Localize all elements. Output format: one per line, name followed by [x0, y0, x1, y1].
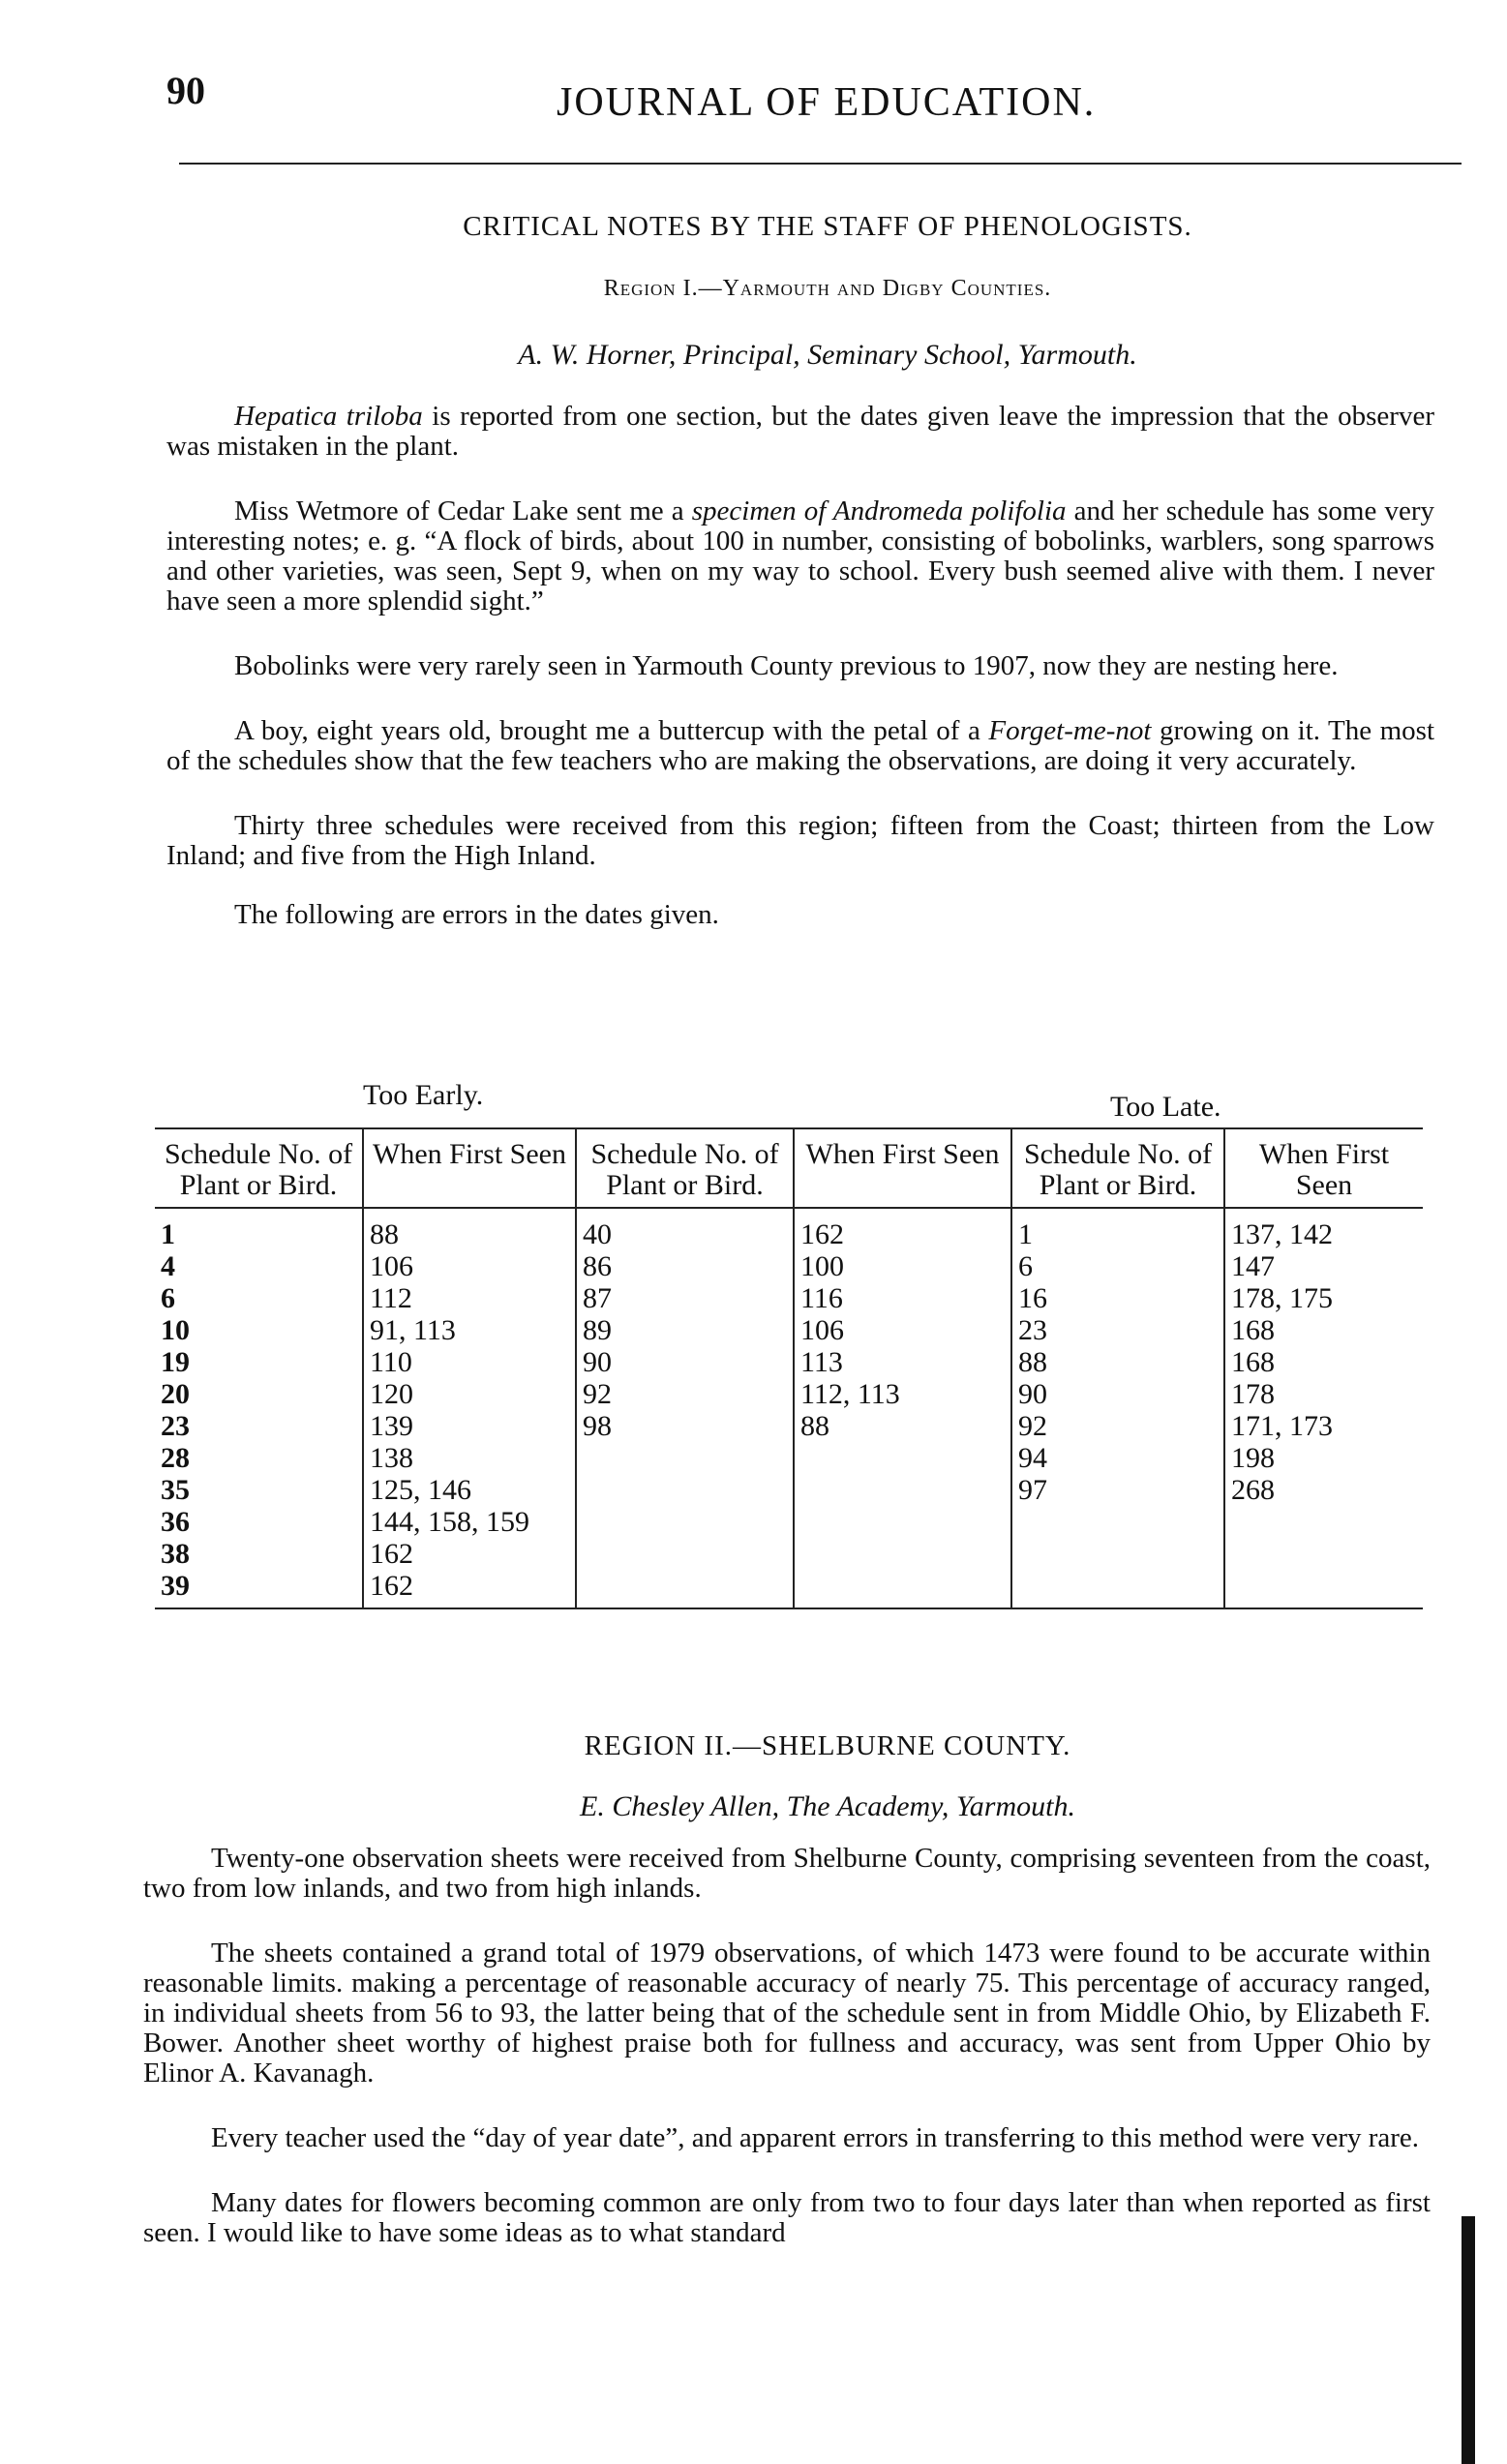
column-seen-mid [794, 1208, 1011, 1608]
table-cell: 92 [583, 1378, 612, 1410]
table-cell: 91, 113 [370, 1314, 456, 1346]
paragraph-accuracy: The sheets contained a grand total of 1979 observations, of which 1473 were found to be accurate within reasonable limits. making a percentage of reasonable accuracy of nearly 75. This percentage of accuracy ranged, in individual sheets from 56 to 93, the latter being that of the schedule sent in from Middle Ohio, by Elizabeth F. Bower. Another sheet worthy of highest praise both for fullness and accuracy, was sent from Upper Ohio by Elinor A. Kavanagh. [143, 1938, 1431, 2088]
column-seen-early [363, 1208, 576, 1608]
paragraph-wetmore [166, 496, 1434, 616]
table-cell: 112, 113 [800, 1378, 900, 1410]
table-cell: 94 [1018, 1442, 1047, 1474]
table-cell: 198 [1231, 1442, 1275, 1474]
errors-table [155, 1129, 1423, 1608]
page-edge-shadow [1462, 2216, 1475, 2464]
section-title: CRITICAL NOTES BY THE STAFF OF PHENOLOGISTS. [463, 211, 1192, 242]
table-cell: 144, 158, 159 [370, 1506, 529, 1538]
table-cell: 178 [1231, 1378, 1275, 1410]
table-cell: 16 [1018, 1282, 1047, 1314]
column-schedule-late [1011, 1208, 1224, 1608]
paragraph-hepatica [166, 402, 1434, 462]
header-seen-mid: When First Seen [794, 1129, 1011, 1208]
page-number: 90 [166, 69, 205, 112]
paragraph-errors-intro: The following are errors in the dates given. [234, 899, 719, 930]
table-cell: 23 [161, 1410, 190, 1442]
table-cell: 125, 146 [370, 1474, 471, 1506]
table-cell: 120 [370, 1378, 413, 1410]
table-cell: 97 [1018, 1474, 1047, 1506]
paragraph-buttercup [166, 716, 1434, 776]
table-cell: 88 [1018, 1346, 1047, 1378]
table-cell: 35 [161, 1474, 190, 1506]
table-cell: 168 [1231, 1314, 1275, 1346]
table-cell: 39 [161, 1570, 190, 1602]
header-schedule-mid: Schedule No. of Plant or Bird. [576, 1129, 794, 1208]
table-cell: 86 [583, 1250, 612, 1282]
paragraph-schedules: Thirty three schedules were received from this region; fifteen from the Coast; thirteen from the Low Inland; and five from the High Inland. [166, 810, 1434, 871]
column-schedule-early [155, 1208, 363, 1608]
table-cell: 23 [1018, 1314, 1047, 1346]
buttercup-text-b: growing on it. The most of the schedules show that the few teachers who are making the observations, are doing it very accurately. [166, 715, 1435, 776]
too-early-label: Too Early. [363, 1079, 484, 1111]
forget-me-not-name: Forget-me-not [988, 715, 1152, 746]
wetmore-text-a: Miss Wetmore of Cedar Lake sent me a [234, 496, 692, 526]
table-cell: 116 [800, 1282, 843, 1314]
andromeda-name: specimen of Andromeda polifolia [691, 496, 1067, 526]
table-cell: 88 [370, 1218, 399, 1250]
paragraph-flower-dates: Many dates for flowers becoming common are only from two to four days later than when reported as first seen. I would like to have some ideas as to what standard [143, 2187, 1431, 2248]
column-schedule-mid [576, 1208, 794, 1608]
table-cell: 6 [161, 1282, 175, 1314]
table-cell: 87 [583, 1282, 612, 1314]
table-cell: 4 [161, 1250, 175, 1282]
table-cell: 162 [370, 1538, 413, 1570]
hepatica-name: Hepatica triloba [234, 401, 423, 432]
hepatica-text: is reported from one section, but the dates given leave the impression that the observer was mistaken in the plant. [166, 401, 1434, 462]
table-cell: 92 [1018, 1410, 1047, 1442]
table-cell: 268 [1231, 1474, 1275, 1506]
region2-heading: REGION II.—SHELBURNE COUNTY. [584, 1730, 1071, 1761]
header-seen-late: When First Seen [1224, 1129, 1423, 1208]
table-cell: 106 [370, 1250, 413, 1282]
table-cell: 112 [370, 1282, 412, 1314]
table-cell: 168 [1231, 1346, 1275, 1378]
table-cell: 1 [1018, 1218, 1033, 1250]
table-cell: 90 [1018, 1378, 1047, 1410]
table-cell: 38 [161, 1538, 190, 1570]
region2-notes [143, 1844, 1431, 2248]
header-schedule-early: Schedule No. of Plant or Bird. [155, 1129, 363, 1208]
table-header-row [155, 1129, 1423, 1208]
table-cell: 1 [161, 1218, 175, 1250]
table-cell: 20 [161, 1378, 190, 1410]
table-cell: 162 [800, 1218, 844, 1250]
paragraph-observation-sheets: Twenty-one observation sheets were received from Shelburne County, comprising seventeen from the coast, two from low inlands, and two from high inlands. [143, 1843, 1431, 1904]
table-cell: 6 [1018, 1250, 1033, 1282]
header-seen-early: When First Seen [363, 1129, 576, 1208]
table-cell: 110 [370, 1346, 412, 1378]
table-body-row [155, 1208, 1423, 1608]
table-cell: 139 [370, 1410, 413, 1442]
region2-byline: E. Chesley Allen, The Academy, Yarmouth. [580, 1790, 1075, 1822]
table-cell: 162 [370, 1570, 413, 1602]
table-cell: 137, 142 [1231, 1218, 1333, 1250]
table-cell: 106 [800, 1314, 844, 1346]
table-cell: 147 [1231, 1250, 1275, 1282]
region1-heading: Region I.—Yarmouth and Digby Counties. [603, 276, 1052, 301]
table-cell: 171, 173 [1231, 1410, 1333, 1442]
table-cell: 100 [800, 1250, 844, 1282]
wetmore-text-b: and her schedule has some very interesting notes; e. g. “A flock of birds, about 100 in number, consisting of bobolinks, warblers, song sparrows and other varieties, was seen, Sept 9, when on my way to school. Every bush seemed alive with them. I never have seen a more splendid sight.” [166, 496, 1435, 616]
buttercup-text-a: A boy, eight years old, brought me a buttercup with the petal of a [234, 715, 989, 746]
too-late-label: Too Late. [1110, 1091, 1221, 1123]
region1-notes [166, 402, 1434, 930]
table-cell: 40 [583, 1218, 612, 1250]
table-cell: 19 [161, 1346, 190, 1378]
header-rule [179, 163, 1462, 165]
table-cell: 113 [800, 1346, 843, 1378]
table-cell: 138 [370, 1442, 413, 1474]
table-cell: 178, 175 [1231, 1282, 1333, 1314]
paragraph-day-of-year: Every teacher used the “day of year date”, and apparent errors in transferring to this method were very rare. [211, 2122, 1420, 2153]
errors-table-frame [155, 1127, 1423, 1609]
table-cell: 88 [800, 1410, 829, 1442]
region1-byline: A. W. Horner, Principal, Seminary School, Yarmouth. [518, 339, 1137, 371]
table-cell: 10 [161, 1314, 190, 1346]
table-cell: 90 [583, 1346, 612, 1378]
table-cell: 98 [583, 1410, 612, 1442]
column-seen-late [1224, 1208, 1423, 1608]
table-cell: 36 [161, 1506, 190, 1538]
header-schedule-late: Schedule No. of Plant or Bird. [1011, 1129, 1224, 1208]
journal-title: JOURNAL OF EDUCATION. [557, 80, 1097, 125]
table-cell: 28 [161, 1442, 190, 1474]
table-cell: 89 [583, 1314, 612, 1346]
paragraph-bobolinks: Bobolinks were very rarely seen in Yarmouth County previous to 1907, now they are nesting here. [234, 650, 1339, 681]
